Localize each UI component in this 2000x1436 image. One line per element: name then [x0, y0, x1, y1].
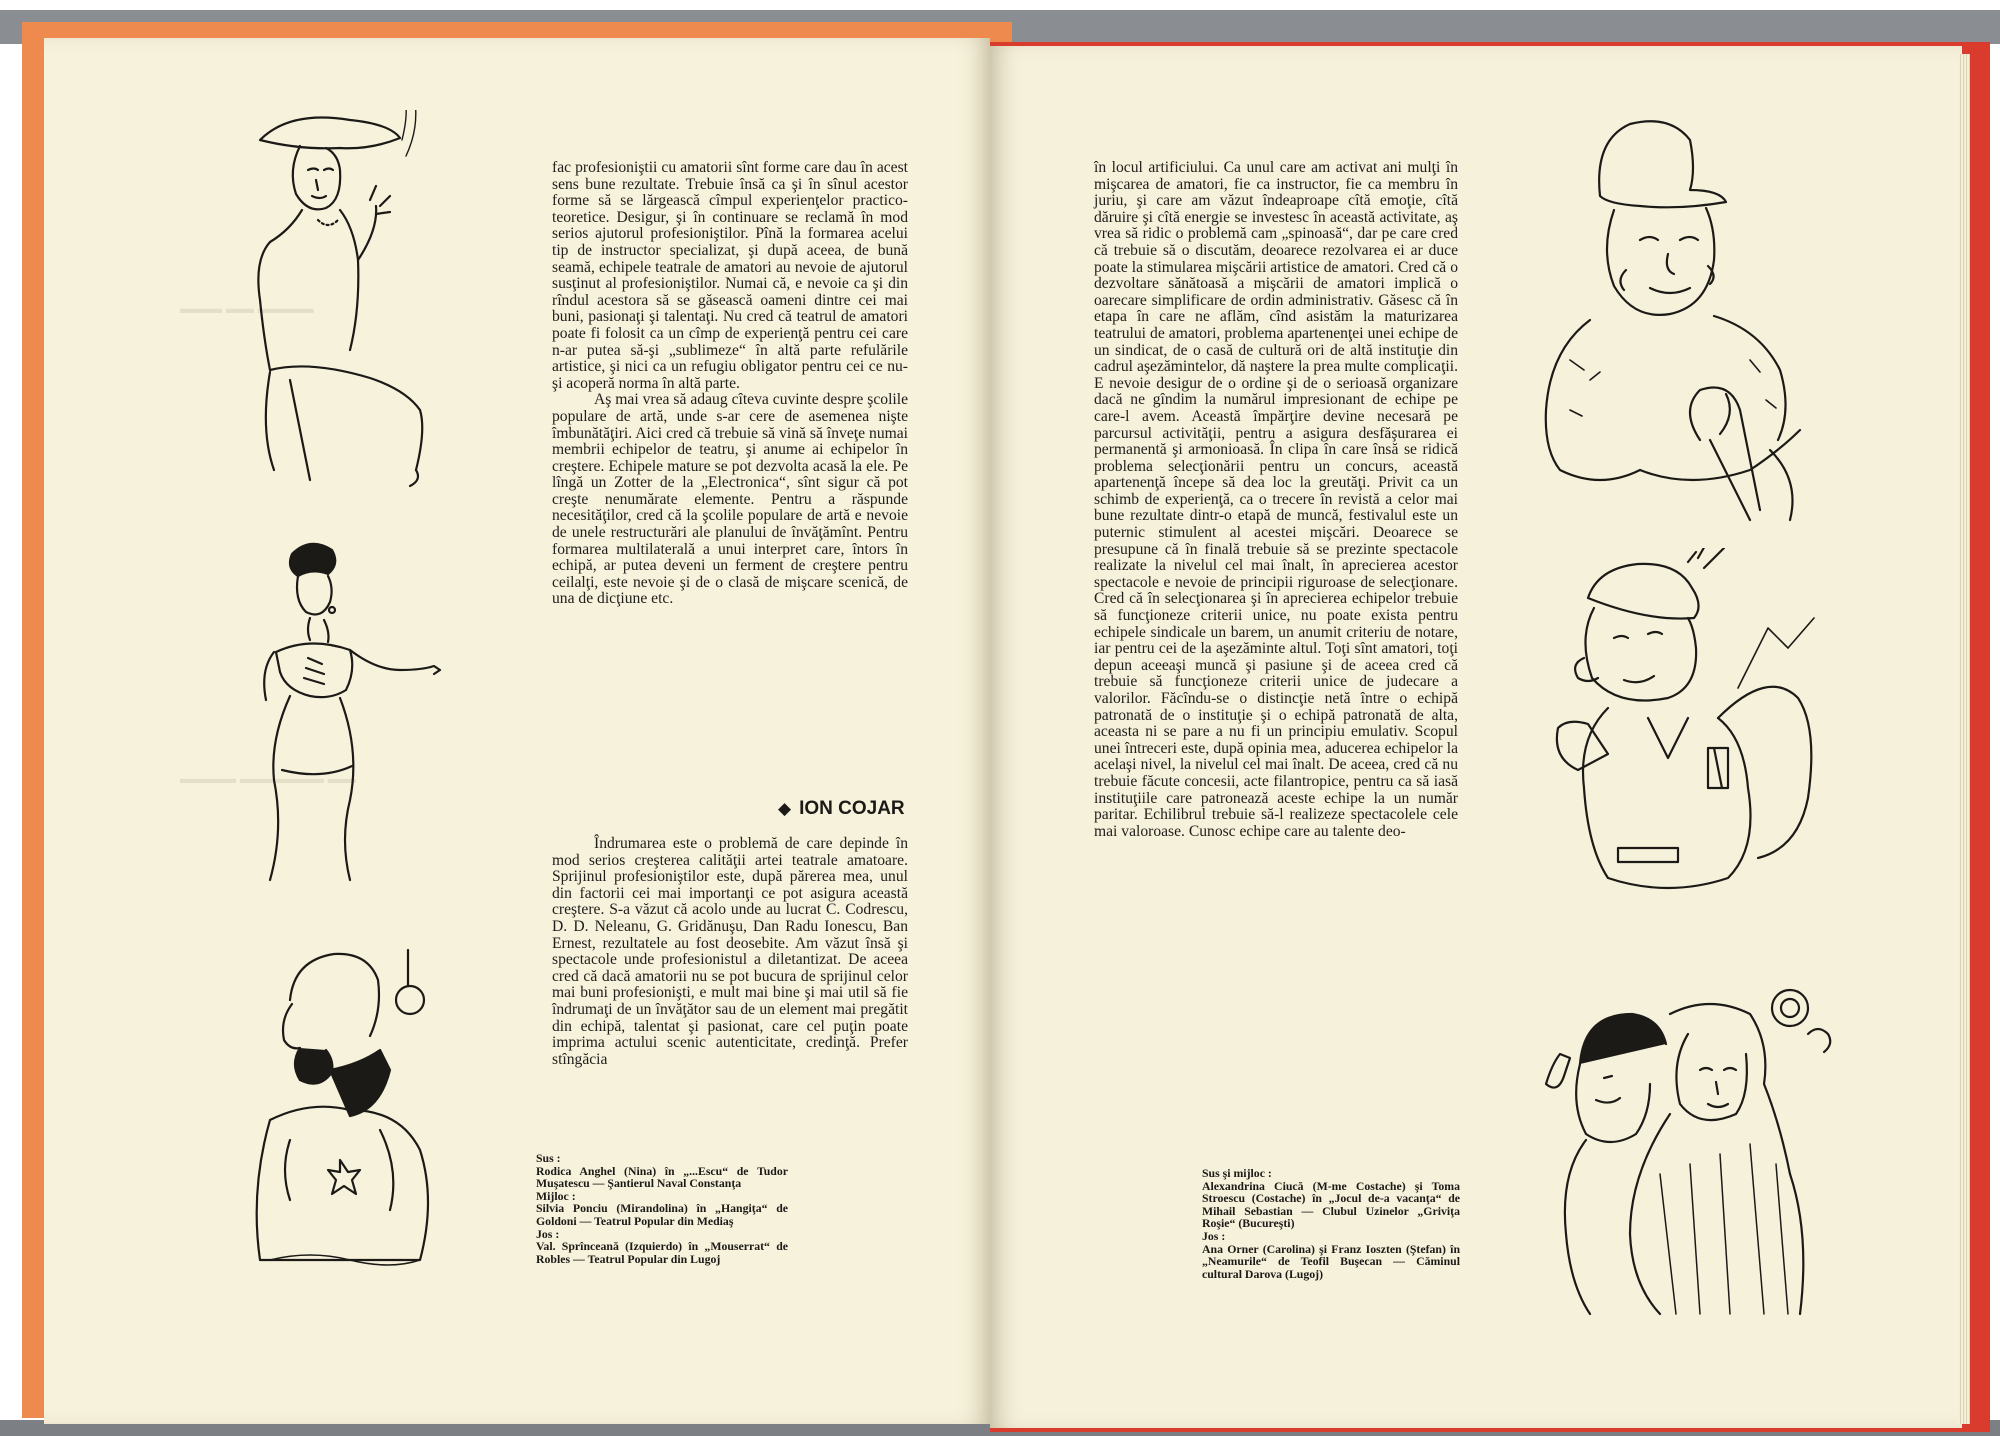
caption-line: Mijloc :: [536, 1188, 576, 1203]
bearded-officer-sketch: [230, 940, 460, 1280]
paragraph: Aş mai vrea să adaug cîteva cuvinte despre şcolile populare de artă, unde s-ar cere de asemenea nişte îmbunătăţiri. Aici cred că trebuie să vină să înveţe numai membrii echipelor de teatru, şi anume ai echipelor în creştere. Echipele mature se pot dezvolta acasă la ele. Pe lîngă un Zotter de la „Electronica“, sînt sigur că pot creşte nenumărate elemente. Pentru a răspunde necesităţilor, cred că la şcolile populare de artă e nevoie de unele restructurări ale planului de învăţămînt. Pentru formarea multilaterală a unui interpret care, întors în echipă, ar putea deveni un ferment de creştere pentru ceilalţi, este nevoie şi de o clasă de mişcare scenică, de una de dicţiune etc.: [552, 391, 908, 608]
paragraph: în locul artificiului. Ca unul care am activat ani mulţi în mişcarea de amatori, fie ca instructor, fie ca membru în juriu, şi care am văzut îndeaproape cîtă emoţie, cîtă dăruire şi cîtă energie se investesc în această activitate, aş vrea să ridic o problemă cam „spinoasă“, dar pe care cred că trebuie să o discutăm, deoarece rezolvarea ei ar duce poate la stimularea mişcării artistice de amatori. Cred că o dezvoltare sănătoasă a mişcării de amatori implică o oarecare simplificare de ordin administrativ. Găsesc că în etapa în care ne aflăm, cînd asistăm la maturizarea teatrului de amatori, problema apartenenţei unei echipe de un sindicat, de o casă de cultură ori de altă instituţie din cadrul aşezămintelor, dă naştere la prea multe complicaţii. E nevoie desigur de o ordine şi de o serioasă organizare dacă ne gîndim la numărul impresionant de echipe pe care-l avem. Această împărţire devine necesară pe parcursul activităţii, pentru a asigura desfăşurarea ei permanentă şi armonioasă. În clipa în care însă se ridică problema selecţionării pentru un concurs, această apartenenţă începe să dea loc la greutăţi. Privit ca un schimb de experienţă, ca o trecere în revistă a celor mai bune rezultate dintr-o etapă de muncă, festivalul este un puternic stimulent al acestei mişcări. Deoarece se presupune că în finală trebuie să se prezinte spectacole realizate la nivelul cel mai înalt, în aprecierea acestor spectacole e nevoie de principii riguroase de selecţionare. Cred că în selecţionarea şi în aprecierea echipelor trebuie să funcţioneze criterii unice, nu poate exista pentru echipele sindicale un barem, un anumit criteriu de notare, iar pentru cei de la aşezăminte altul. Toţi sînt amatori, toţi depun aceeaşi muncă şi pasiune şi de aceea cred că trebuie să funcţioneze criterii unice de judecare a valorilor. Făcîndu-se o distincţie netă între o echipă patronată de o instituţie şi o echipă patronată de alta, aceasta ni se pare a nu fi un principiu emulativ. Scopul unei întreceri este, după opinia mea, aducerea echipelor la acelaşi nivel, la nivelul cel mai înalt. De aceea, cred că nu trebuie făcute concesii, acte filantropice, pentru ca să iasă instituţiile care patronează aceste echipe la un număr paritar. Echilibrul trebuie să-l realizeze spectacolele cele mai valoroase. Cunosc echipe care au talente deo-: [1094, 159, 1458, 840]
paragraph: fac profesioniştii cu amatorii sînt forme care dau în acest sens bune rezultate. Trebuie însă ca şi în sînul acestor forme să se lărgească cîmpul experienţelor practico-teoretice. Desigur, şi în continuare se reclamă în mod serios ajutorul profesioniştilor. Pînă la formarea acelui tip de instructor specializat, şi după aceea, de bună seamă, echipele teatrale de amatori au nevoie de ajutorul susţinut al profesioniştilor. Numai că, e nevoie ca şi din rîndul acestora să se găsească oameni dintre cei mai buni, pasionaţi şi talentaţi. Nu cred că teatrul de amatori poate fi folosit ca un cîmp de experienţă pentru cei care n-ar putea să-şi „sublimeze“ în altă parte refulările artistice, şi nici ca un refugiu obligator pentru cei ce nu-şi acoperă norma în altă parte.: [552, 159, 908, 392]
right-caption: [1202, 1167, 1460, 1280]
heading-text: ION COJAR: [799, 798, 905, 819]
left-text-column: [552, 160, 908, 608]
paragraph: Îndrumarea este o problemă de care depinde în mod serios creşterea calităţii artei teatrale amatoare. Sprijinul profesioniştilor este, după părerea mea, unul din factorii cei mai importanţi ce pot asigura această creştere. S-a văzut că acolo unde au lucrat C. Codrescu, D. D. Neleanu, G. Gridănuşu, Dan Radu Ionescu, Ban Ernest, rezultatele au fost deosebite. Am văzut însă şi spectacole unde profesionistul a diletantizat. De aceea cred că dacă amatorii nu se pot bucura de sprijinul celor mai buni profesionişti, e mult mai bine şi mai util să fie îndrumaţi de un învăţător sau de un element mai pregătit din echipă, talentat şi pasionat, care cel puţin poate imprima actului scenic autenticitate, credinţă. Prefer stîngăcia: [552, 835, 908, 1068]
woman-in-hat-seated-sketch: [230, 110, 450, 510]
caption-line: Sus :: [536, 1151, 561, 1165]
caption-line: Silvia Ponciu (Mirandolina) în „Hangiţa“ de Goldoni — Teatrul Popular din Mediaş: [536, 1201, 788, 1228]
diamond-bullet-icon: ◆: [778, 799, 792, 818]
woman-with-hat-and-umbrella-sketch: [1530, 110, 1830, 530]
left-text-column-2: [552, 836, 908, 1068]
caption-line: Sus şi mijloc :: [1202, 1166, 1272, 1180]
show-through-text: ▬▬▬ ▬▬ ▬▬▬▬: [180, 300, 314, 316]
caption-line: Val. Sprînceană (Izquierdo) în „Mouserrat“ de Robles — Teatrul Popular din Lugoj: [536, 1239, 788, 1266]
caption-line: Rodica Anghel (Nina) în „...Escu“ de Tudor Muşatescu — Şantierul Naval Constanţa: [536, 1163, 788, 1191]
hiker-with-backpack-sketch: [1528, 548, 1828, 908]
section-heading: [778, 798, 908, 822]
right-text-column: [1094, 160, 1458, 840]
caption-line: Alexandrina Ciucă (M-me Costache) şi Toma Stroescu (Costache) în „Jocul de-a vacanţa“ de Mihail Sebastian — Clubul Uzinelor „Griviţa Roşie“ (Bucureşti): [1202, 1178, 1460, 1231]
couple-with-headscarf-sketch: [1540, 974, 1840, 1324]
caption-line: Jos :: [536, 1226, 560, 1241]
page-edges: [1958, 54, 1970, 1424]
woman-pointing-sketch: [200, 540, 450, 890]
caption-line: Ana Orner (Carolina) şi Franz Ioszten (Ştefan) în „Neamurile“ de Teofil Buşecan — Căminul cultural Darova (Lugoj): [1202, 1241, 1460, 1281]
left-caption: [536, 1152, 788, 1265]
caption-line: Jos :: [1202, 1228, 1226, 1243]
show-through-text: ▬▬▬▬ ▬▬▬▬▬▬ ▬▬: [180, 770, 356, 786]
